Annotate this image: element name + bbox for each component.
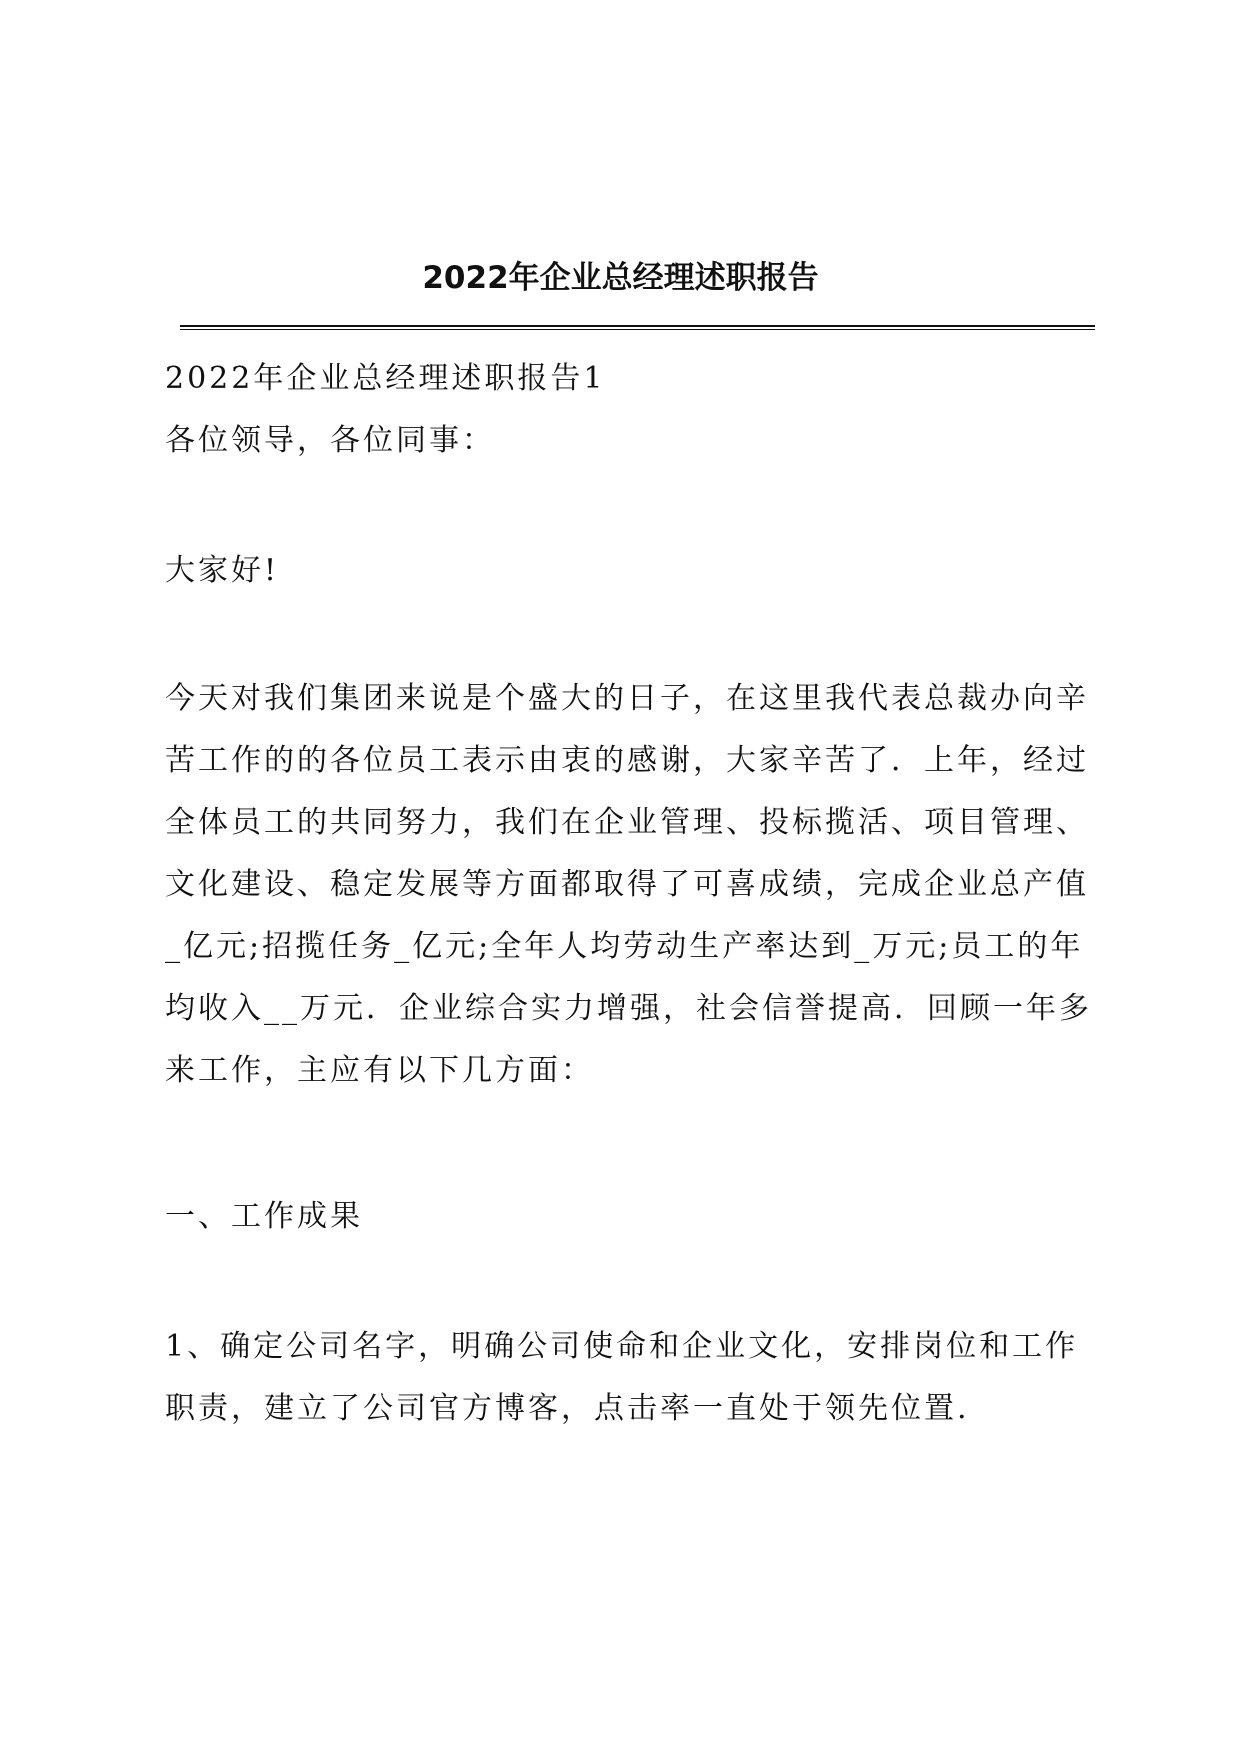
paragraph-line: 苦工作的的各位员工表示由衷的感谢，大家辛苦了．上年，经过 <box>165 743 1089 778</box>
paragraph-line: 均收入__万元．企业综合实力增强，社会信誉提高．回顾一年多 <box>165 991 1092 1026</box>
greeting <box>165 540 1100 602</box>
paragraph-line: _亿元;招揽任务_亿元;全年人均劳动生产率达到_万元;员工的年 <box>165 929 1084 964</box>
document-title: 2022年企业总经理述职报告 <box>422 260 819 296</box>
paragraph-line: 今天对我们集团来说是个盛大的日子，在这里我代表总裁办向辛 <box>165 681 1089 716</box>
paragraph-line: 来工作，主应有以下几方面： <box>165 1053 594 1088</box>
salutation <box>165 410 1100 472</box>
subtitle-line: 2022年企业总经理述职报告1 <box>165 361 606 396</box>
section-heading <box>165 1186 1100 1248</box>
paragraph-line: 1、确定公司名字，明确公司使命和企业文化，安排岗位和工作 <box>165 1329 1079 1364</box>
intro-paragraph <box>165 668 1100 1102</box>
document-subtitle <box>165 348 1100 410</box>
paragraph-line: 职责，建立了公司官方博客，点击率一直处于领先位置. <box>165 1391 970 1426</box>
item-1-paragraph <box>165 1316 1100 1440</box>
greeting-line: 大家好! <box>165 553 280 588</box>
salutation-line: 各位领导，各位同事： <box>165 423 495 458</box>
section-heading-line: 一、工作成果 <box>165 1199 363 1234</box>
paragraph-line: 文化建设、稳定发展等方面都取得了可喜成绩，完成企业总产值 <box>165 867 1089 902</box>
paragraph-line: 全体员工的共同努力，我们在企业管理、投标揽活、项目管理、 <box>165 805 1089 840</box>
title-divider <box>180 325 1095 330</box>
